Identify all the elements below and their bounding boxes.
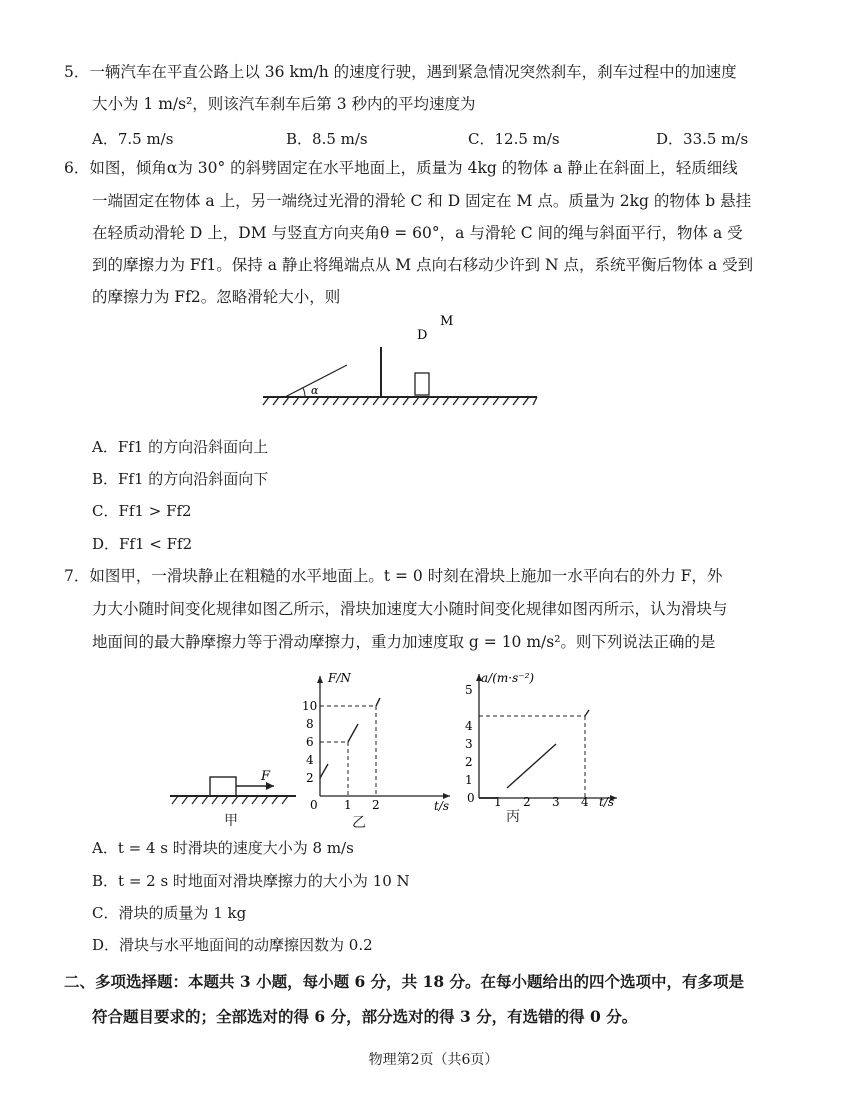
q6-stem-line5: 的摩擦力为 Ff2。忽略滑轮大小，则	[92, 288, 341, 306]
jia-ground-hatch	[172, 796, 288, 804]
bing-xlabel: t/s	[599, 795, 615, 809]
q5-option-d: D．33.5 m/s	[656, 130, 749, 148]
bing-xtick-1: 1	[494, 795, 502, 809]
yi-y-arrow	[317, 676, 323, 683]
yi-ytick-6: 6	[306, 735, 314, 749]
bing-ytick-5: 5	[465, 683, 473, 697]
q6-stem-line4: 到的摩擦力为 Ff1。保持 a 静止将绳端点从 M 点向右移动少许到 N 点，系统平衡后物体 a 受到	[92, 256, 754, 274]
bing-xtick-4: 4	[581, 795, 589, 809]
q7-fig-yi	[300, 668, 455, 818]
section2-heading-line1: 二、多项选择题：本题共 3 小题，每小题 6 分，共 18 分。在每小题给出的四个选项中，有多项是	[64, 972, 745, 991]
q6-option-b: B．Ff1 的方向沿斜面向下	[92, 470, 269, 488]
jia-caption: 甲	[224, 813, 238, 829]
q5-option-c: C．12.5 m/s	[468, 130, 560, 148]
bing-ytick-2: 2	[465, 755, 473, 769]
yi-ytick-10: 10	[302, 699, 318, 713]
q6-angle-arc	[303, 388, 305, 397]
bing-ylabel: a/(m·s⁻²)	[481, 671, 535, 685]
bing-segment-linear	[507, 744, 556, 788]
yi-segment-2	[348, 724, 358, 742]
yi-ytick-4: 4	[306, 753, 314, 767]
q6-alpha-label: α	[311, 384, 319, 397]
yi-xtick-2: 2	[372, 798, 380, 812]
yi-segment-1	[320, 764, 328, 778]
yi-caption: 乙	[352, 815, 366, 831]
q6-stem-line2: 一端固定在物体 a 上，另一端绕过光滑的滑轮 C 和 D 固定在 M 点。质量为 2kg 的物体 b 悬挂	[92, 192, 752, 210]
bing-ytick-3: 3	[465, 737, 473, 751]
q6-block	[415, 373, 429, 395]
q6-stem-line3: 在轻质动滑轮 D 上，DM 与竖直方向夹角θ = 60°，a 与滑轮 C 间的绳与斜面平行，物体 a 受	[92, 224, 743, 242]
q7-fig-jia	[168, 760, 298, 810]
q7-option-a: A．t = 4 s 时滑块的速度大小为 8 m/s	[92, 839, 354, 857]
bing-segment-end	[585, 710, 589, 716]
bing-caption: 丙	[506, 809, 520, 825]
q7-fig-bing	[455, 664, 620, 814]
page-footer: 物理第2页（共6页）	[368, 1052, 499, 1068]
yi-xlabel: t/s	[434, 799, 450, 813]
q5-stem-line1: 5．一辆汽车在平直公路上以 36 km/h 的速度行驶，遇到紧急情况突然刹车，刹车过程中的加速度	[64, 63, 737, 81]
bing-xtick-2: 2	[523, 795, 531, 809]
q7-option-b: B．t = 2 s 时地面对滑块摩擦力的大小为 10 N	[92, 872, 410, 890]
q7-option-c: C．滑块的质量为 1 kg	[92, 904, 247, 922]
yi-ytick-8: 8	[306, 717, 314, 731]
yi-ytick-2: 2	[306, 771, 314, 785]
q6-stem-line1: 6．如图，倾角α为 30° 的斜劈固定在水平地面上，质量为 4kg 的物体 a 静止在斜面上，轻质细线	[64, 159, 738, 177]
jia-slider-block	[210, 777, 236, 796]
q5-option-b: B．8.5 m/s	[286, 130, 368, 148]
q6-figure	[255, 305, 555, 415]
yi-xtick-1: 1	[344, 798, 352, 812]
section2-heading-line2: 符合题目要求的；全部选对的得 6 分，部分选对的得 3 分，有选错的得 0 分。	[92, 1007, 638, 1026]
yi-xtick-0: 0	[310, 798, 318, 812]
bing-xtick-3: 3	[552, 795, 560, 809]
q6-ground-hatch	[263, 397, 537, 405]
yi-ylabel: F/N	[328, 671, 351, 685]
q7-stem-line1: 7．如图甲，一滑块静止在粗糙的水平地面上。t = 0 时刻在滑块上施加一水平向右的外力 F，外	[64, 567, 723, 585]
yi-segment-3	[376, 698, 380, 706]
bing-ytick-4: 4	[465, 719, 473, 733]
q5-option-a: A．7.5 m/s	[92, 130, 174, 148]
q7-stem-line3: 地面间的最大静摩擦力等于滑动摩擦力，重力加速度取 g = 10 m/s²。则下列说法正确的是	[92, 633, 716, 651]
q5-stem-line2: 大小为 1 m/s²，则该汽车刹车后第 3 秒内的平均速度为	[92, 95, 476, 113]
jia-force-label: F	[261, 769, 271, 784]
q6-option-a: A．Ff1 的方向沿斜面向上	[92, 438, 269, 456]
q7-option-d: D．滑块与水平地面间的动摩擦因数为 0.2	[92, 936, 373, 954]
bing-xtick-0: 0	[467, 791, 475, 805]
bing-ytick-1: 1	[465, 773, 473, 787]
q6-option-d: D．Ff1 < Ff2	[92, 535, 193, 553]
q6-option-c: C．Ff1 > Ff2	[92, 502, 192, 520]
q6-label-m: M	[440, 314, 454, 329]
q6-label-d: D	[417, 328, 428, 343]
q7-stem-line2: 力大小随时间变化规律如图乙所示，滑块加速度大小随时间变化规律如图丙所示，认为滑块与	[92, 600, 728, 618]
